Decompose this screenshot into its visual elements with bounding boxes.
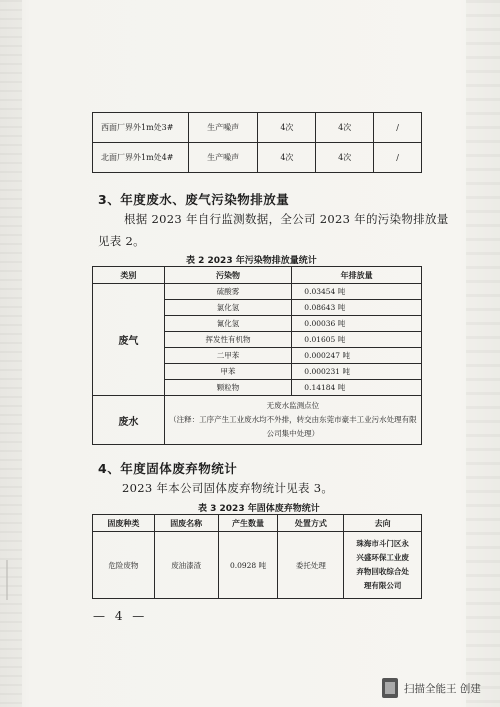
destination-line2: 兴盛环保工业废 (356, 553, 409, 562)
actual-cell: 4次 (316, 143, 374, 173)
destination-cell (344, 532, 422, 599)
page-number: — 4 — (93, 609, 148, 623)
scan-edge-left (0, 0, 22, 707)
header-destination: 去向 (344, 515, 422, 532)
item-cell: 生产噪声 (188, 113, 258, 143)
table-row (93, 396, 422, 445)
destination-line3: 弃物回收综合处 (356, 567, 409, 576)
amount-cell: 0.03454 吨 (292, 284, 422, 300)
section4-paragraph: 2023 年本公司固体废弃物统计见表 3。 (122, 481, 334, 495)
amount-cell: 0.14184 吨 (292, 380, 422, 396)
waste-name-cell: 废油漆渣 (154, 532, 218, 599)
header-category: 类别 (93, 267, 165, 284)
pollutant-cell: 挥发性有机物 (164, 332, 292, 348)
scanner-watermark (382, 678, 481, 698)
emissions-table (92, 266, 422, 445)
wastewater-line2: （注释：工序产生工业废水均不外排，转交由东莞市豪丰工业污水处理有限 (169, 415, 417, 424)
section3-heading: 3、年度废水、废气污染物排放量 (98, 192, 290, 207)
section3-paragraph-line2: 见表 2。 (98, 234, 145, 248)
header-pollutant: 污染物 (164, 267, 292, 284)
pollutant-cell: 氰化氢 (164, 316, 292, 332)
table-row (93, 284, 422, 300)
scanner-logo-icon (382, 678, 398, 698)
wastewater-line3: 公司集中处理） (266, 429, 320, 438)
section3-paragraph-line1: 根据 2023 年自行监测数据，全公司 2023 年的污染物排放量 (124, 212, 449, 226)
table-row (93, 143, 422, 173)
table-row (93, 532, 422, 599)
wastewater-line1: 无废水监测点位 (266, 401, 320, 410)
note-cell: / (374, 143, 422, 173)
header-qty: 产生数量 (218, 515, 278, 532)
watermark-text: 扫描全能王 创建 (404, 682, 481, 695)
table2-caption: 表 2 2023 年污染物排放量统计 (186, 256, 317, 266)
pollutant-cell: 二甲苯 (164, 348, 292, 364)
category-cell: 废水 (93, 396, 165, 445)
header-type: 固废种类 (93, 515, 155, 532)
solid-waste-table (92, 514, 422, 599)
destination-line1: 珠海市斗门区永 (356, 539, 409, 548)
pollutant-cell: 硫酸雾 (164, 284, 292, 300)
category-cell: 废气 (93, 284, 165, 396)
amount-cell: 0.000231 吨 (292, 364, 422, 380)
amount-cell: 0.08643 吨 (292, 300, 422, 316)
table-row (93, 113, 422, 143)
binding-mark (6, 560, 18, 600)
amount-cell: 0.000247 吨 (292, 348, 422, 364)
note-cell: / (374, 113, 422, 143)
header-amount: 年排放量 (292, 267, 422, 284)
pollutant-cell: 甲苯 (164, 364, 292, 380)
monitoring-points-table (92, 112, 422, 173)
planned-cell: 4次 (258, 143, 316, 173)
table3-caption: 表 3 2023 年固体废弃物统计 (198, 504, 320, 514)
pollutant-cell: 颗粒物 (164, 380, 292, 396)
disposal-method-cell: 委托处理 (278, 532, 344, 599)
destination-line4: 理有限公司 (363, 581, 402, 590)
pollutant-cell: 氯化氢 (164, 300, 292, 316)
table-header-row (93, 267, 422, 284)
wastewater-note-cell (164, 396, 421, 445)
waste-qty-cell: 0.0928 吨 (218, 532, 278, 599)
item-cell: 生产噪声 (188, 143, 258, 173)
actual-cell: 4次 (316, 113, 374, 143)
scan-edge-right (466, 0, 500, 707)
location-cell: 北面厂界外1m处4# (93, 143, 189, 173)
section4-heading: 4、年度固体废弃物统计 (98, 461, 238, 476)
table-header-row (93, 515, 422, 532)
header-method: 处置方式 (278, 515, 344, 532)
location-cell: 西面厂界外1m处3# (93, 113, 189, 143)
waste-type-cell: 危险废物 (93, 532, 155, 599)
amount-cell: 0.01605 吨 (292, 332, 422, 348)
header-name: 固废名称 (154, 515, 218, 532)
amount-cell: 0.00036 吨 (292, 316, 422, 332)
planned-cell: 4次 (258, 113, 316, 143)
